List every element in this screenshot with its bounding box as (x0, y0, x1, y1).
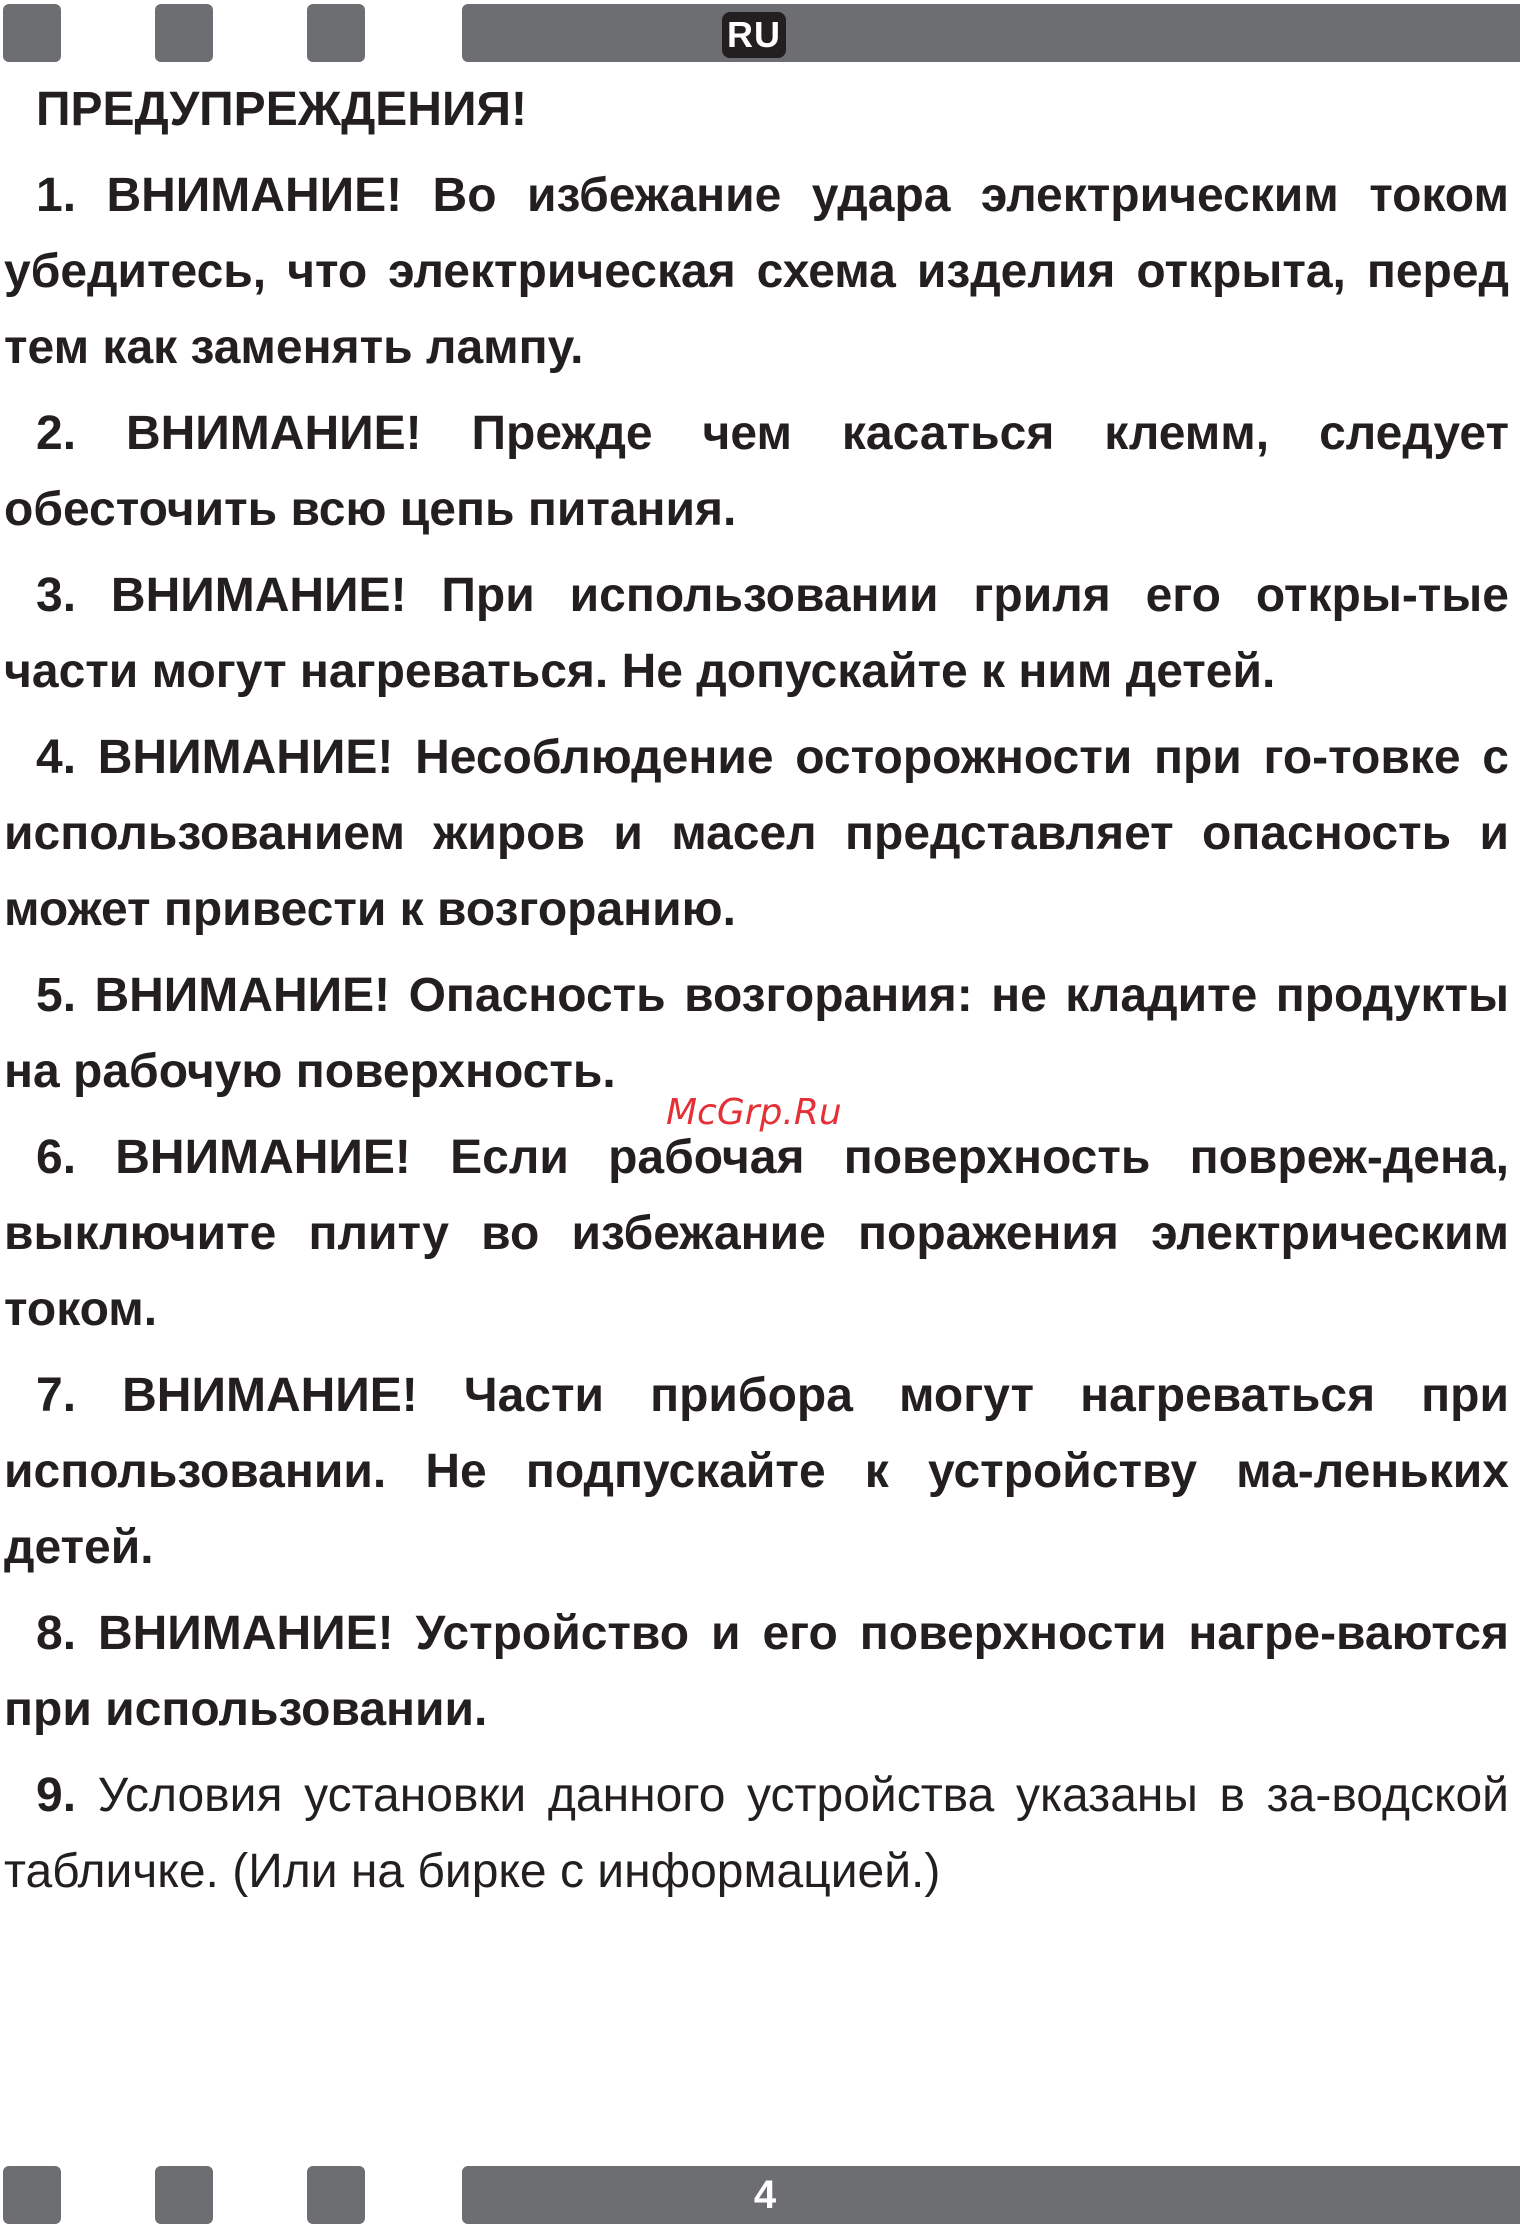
page-title: ПРЕДУПРЕЖДЕНИЯ! (36, 83, 527, 136)
warning-item-2: 2. ВНИМАНИЕ! Прежде чем касаться клемм, следует обесточить всю цепь питания. (4, 407, 1509, 536)
warning-item-6: 6. ВНИМАНИЕ! Если рабочая поверхность повреж-дена, выключите плиту во избежание поражения электрическим током. (4, 1131, 1509, 1336)
footer-square-3 (307, 2166, 365, 2224)
header-bar (0, 4, 1522, 62)
page-number: 4 (753, 2173, 777, 2217)
installation-note (4, 1758, 1509, 1910)
language-badge: RU (722, 12, 786, 58)
page-content (4, 72, 1509, 1920)
warning-item-3: 3. ВНИМАНИЕ! При использовании гриля его откры-тые части могут нагреваться. Не допускайте к ним детей. (4, 569, 1509, 698)
warning-item-7: 7. ВНИМАНИЕ! Части прибора могут нагреваться при использовании. Не подпускайте к устройству ма-леньких детей. (4, 1369, 1509, 1574)
warning-item-1: 1. ВНИМАНИЕ! Во избежание удара электрическим током убедитесь, что электрическая схема изделия открыта, перед тем как заменять лампу. (4, 169, 1509, 374)
header-square-2 (155, 4, 213, 62)
warning-item-4: 4. ВНИМАНИЕ! Несоблюдение осторожности при го-товке с использованием жиров и масел представляет опасность и может привести к возгоранию. (4, 731, 1509, 936)
footer-bar (0, 2166, 1522, 2224)
warning-item-8: 8. ВНИМАНИЕ! Устройство и его поверхности нагре-ваются при использовании. (4, 1607, 1509, 1736)
header-strip (462, 4, 1520, 62)
watermark: McGrp.Ru (666, 1092, 842, 1133)
header-square-3 (307, 4, 365, 62)
footer-square-1 (3, 2166, 61, 2224)
header-square-1 (3, 4, 61, 62)
footer-square-2 (155, 2166, 213, 2224)
footer-strip (462, 2166, 1520, 2224)
installation-note-text: Условия установки данного устройства указаны в за-водской табличке. (Или на бирке с информацией.) (4, 1769, 1509, 1898)
installation-note-number: 9. (36, 1769, 77, 1822)
warning-item-5: 5. ВНИМАНИЕ! Опасность возгорания: не кладите продукты на рабочую поверхность. (4, 969, 1509, 1098)
